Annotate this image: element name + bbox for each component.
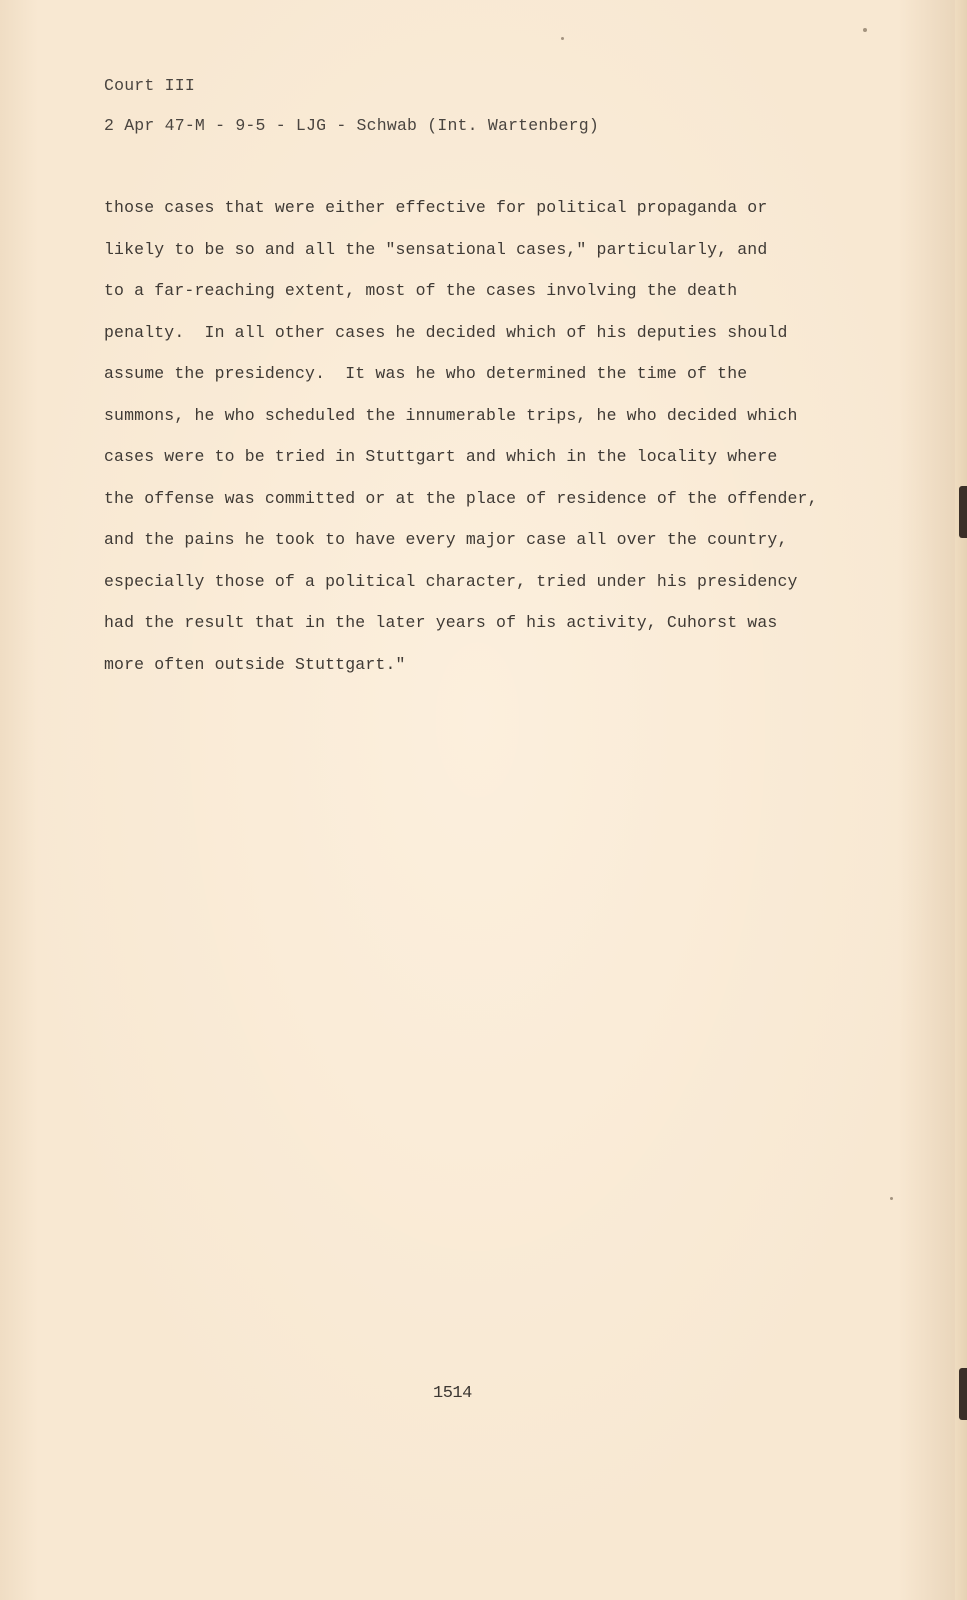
text-line: cases were to be tried in Stuttgart and which in the locality where [104, 447, 778, 466]
text-line: to a far-reaching extent, most of the cases involving the death [104, 281, 738, 300]
text-line: more often outside Stuttgart." [104, 654, 406, 674]
page-number: 1514 [433, 1384, 472, 1403]
text-line: penalty. In all other cases he decided which of his deputies should [104, 322, 788, 342]
text-line: those cases that were either effective for political propaganda or [104, 198, 768, 217]
document-header [104, 76, 599, 136]
binder-clip-top [959, 486, 967, 538]
text-line: especially those of a political character, tried under his presidency [104, 571, 798, 591]
text-line: summons, he who scheduled the innumerable trips, he who decided which [104, 405, 798, 425]
text-line: likely to be so and all the "sensational cases," particularly, and [104, 239, 768, 259]
paper-speck [890, 1197, 893, 1200]
text-line: and the pains he took to have every major case all over the country, [104, 530, 788, 549]
page-edge [955, 0, 967, 1600]
text-line: the offense was committed or at the place of residence of the offender, [104, 488, 818, 508]
paper-speck [561, 37, 564, 40]
binder-clip-bottom [959, 1368, 967, 1420]
court-label: Court III [104, 76, 195, 95]
session-line: 2 Apr 47-M - 9-5 - LJG - Schwab (Int. Wartenberg) [104, 116, 599, 135]
paper-speck [863, 28, 867, 32]
transcript-body [104, 197, 844, 695]
text-line: assume the presidency. It was he who determined the time of the [104, 364, 748, 383]
text-line: had the result that in the later years of his activity, Cuhorst was [104, 613, 778, 632]
